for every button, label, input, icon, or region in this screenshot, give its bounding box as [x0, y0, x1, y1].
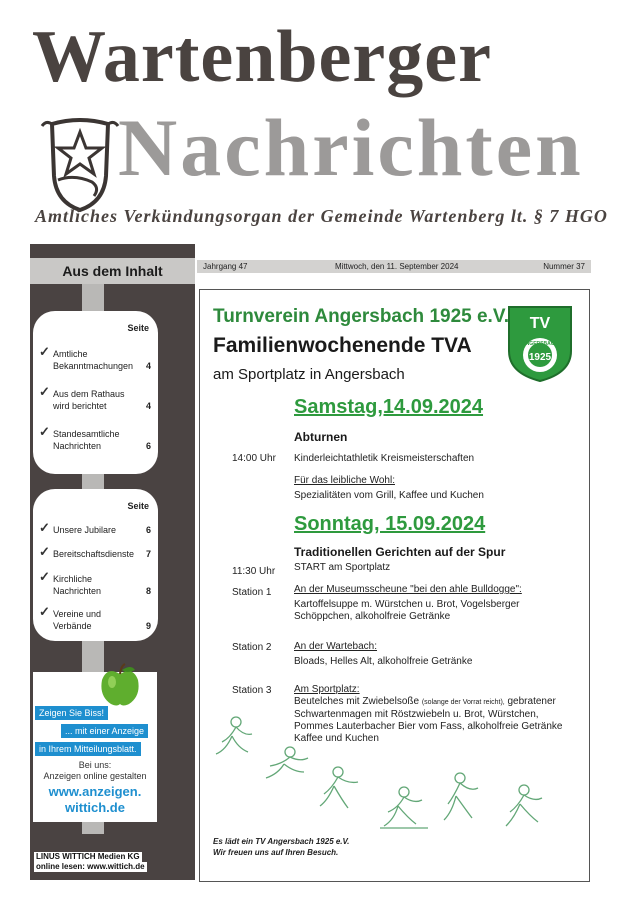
station-place: An der Wartebach:: [294, 641, 378, 652]
saturday-food: Spezialitäten vom Grill, Kaffee und Kuchen: [294, 490, 484, 501]
ad-text-line4: Bei uns:: [78, 760, 112, 770]
sunday-date: Sonntag, 15.09.2024: [294, 513, 486, 535]
saturday-time: 14:00 Uhr: [232, 453, 276, 464]
masthead-title-line2: Nachrichten: [118, 102, 584, 193]
toc-item-page: 6: [145, 441, 151, 451]
toc-item-page: 7: [145, 549, 151, 559]
station-menu: Bloads, Helles Alt, alkoholfreie Getränke: [294, 656, 473, 667]
saturday-activity: Kinderleichtathletik Kreismeisterschaften: [294, 453, 475, 464]
station-place: Am Sportplatz:: [294, 684, 360, 695]
toc-item-title: Unsere Jubilare: [53, 525, 117, 535]
masthead-title-line1: Wartenberger: [32, 16, 492, 98]
toc-item-title: Amtliche Bekanntmachungen: [53, 349, 134, 371]
publisher-name: LINUS WITTICH Medien KG: [36, 852, 140, 861]
saturday-food-heading: Für das leibliche Wohl:: [294, 475, 395, 486]
toc-page-label: Seite: [127, 501, 149, 511]
toc-item[interactable]: [39, 520, 151, 536]
toc-item-title: Aus dem Rathaus wird berichtet: [53, 389, 125, 411]
ad-tag-line2: ... mit einer Anzeige: [61, 724, 148, 738]
masthead-tagline: Amtliches Verkündungsorgan der Gemeinde Wartenberg lt. § 7 HGO: [35, 206, 608, 226]
checkmark-icon: ✓: [39, 424, 50, 439]
ad-text-line5: Anzeigen online gestalten: [43, 771, 147, 781]
station-menu-part-b: gebratener Schwartenmagen mit Röstzwiebeln u. Brot, Würstchen, Pommes Lauterbacher Bier vom Fass, alkoholfreie Getränke Kaffee und Kuchen: [294, 696, 563, 744]
green-apple-icon: [97, 662, 143, 708]
logo-year-text: 1925: [528, 352, 552, 363]
publisher-url[interactable]: online lesen: www.wittich.de: [36, 862, 145, 871]
poster-footer: [213, 836, 413, 858]
toc-item[interactable]: [39, 384, 151, 412]
toc-item[interactable]: [39, 344, 151, 372]
ad-box[interactable]: [33, 672, 157, 822]
sunday-time: 11:30 Uhr: [232, 566, 276, 577]
toc-item-title: Kirchliche Nachrichten: [53, 574, 102, 596]
toc-item-title: Standesamtliche Nachrichten: [53, 429, 120, 451]
issue-volume: Jahrgang 47: [203, 262, 248, 271]
toc-item-page: 8: [145, 586, 151, 596]
toc-item[interactable]: [39, 569, 151, 597]
checkmark-icon: ✓: [39, 520, 50, 535]
sunday-subtitle: Traditionellen Gerichten auf der Spur: [294, 545, 506, 559]
checkmark-icon: ✓: [39, 344, 50, 359]
checkmark-icon: ✓: [39, 384, 50, 399]
ad-tag-line3: in Ihrem Mitteilungsblatt.: [35, 742, 141, 756]
toc-item-page: 4: [145, 401, 151, 411]
poster-footer-line1: Es lädt ein TV Angersbach 1925 e.V.: [213, 837, 350, 846]
ad-url-line2[interactable]: wittich.de: [65, 800, 125, 815]
station-label: Station 1: [232, 587, 272, 598]
tv-angersbach-club-logo-icon: [505, 303, 575, 383]
toc-card-1: [33, 311, 158, 474]
sunday-start: START am Sportplatz: [294, 562, 391, 573]
poster-footer-line2: Wir freuen uns auf Ihren Besuch.: [213, 848, 339, 857]
toc-item-page: 4: [145, 361, 151, 371]
checkmark-icon: ✓: [39, 604, 50, 619]
toc-item-title: Bereitschaftsdienste: [53, 549, 135, 559]
logo-ring-text: ANGERSBACH: [522, 341, 558, 347]
station-label: Station 3: [232, 685, 272, 696]
issue-info-bar: [197, 260, 591, 273]
checkmark-icon: ✓: [39, 544, 50, 559]
station-menu-note: (solange der Vorrat reicht),: [421, 699, 505, 706]
toc-item[interactable]: [39, 544, 151, 560]
toc-item-page: 9: [145, 621, 151, 631]
saturday-subtitle: Abturnen: [294, 430, 348, 444]
gymnast-sketches-illustration: [208, 708, 578, 838]
publisher-footer: [34, 852, 194, 872]
issue-number: Nummer 37: [543, 262, 585, 271]
toc-card-2: [33, 489, 158, 641]
station-menu: Kartoffelsuppe m. Würstchen u. Brot, Vogelsberger Schöppchen, alkoholfreie Getränke: [294, 599, 520, 622]
station-label: Station 2: [232, 642, 272, 653]
ad-tag-line1: Zeigen Sie Biss!: [35, 706, 108, 720]
municipal-crest-star-icon: [34, 118, 126, 214]
logo-top-text: TV: [529, 315, 551, 332]
toc-item[interactable]: [39, 424, 151, 452]
station-menu-part-a: Beutelches mit Zwiebelsoße: [294, 696, 420, 707]
sidebar-heading: Aus dem Inhalt: [62, 263, 163, 279]
poster-event-place: am Sportplatz in Angersbach: [213, 366, 405, 383]
toc-page-label: Seite: [127, 323, 149, 333]
sidebar-heading-box: [30, 258, 195, 284]
poster-club-name: Turnverein Angersbach 1925 e.V.: [213, 306, 510, 327]
ad-url-line1[interactable]: www.anzeigen.: [48, 784, 142, 799]
saturday-date: Samstag,14.09.2024: [294, 396, 484, 418]
toc-item-title: Vereine und Verbände: [53, 609, 102, 631]
poster-event-title: Familienwochenende TVA: [213, 334, 472, 357]
checkmark-icon: ✓: [39, 569, 50, 584]
station-place: An der Museumsscheune "bei den ahle Bulldogge":: [294, 584, 522, 595]
toc-item[interactable]: [39, 604, 151, 632]
issue-date: Mittwoch, den 11. September 2024: [335, 262, 459, 271]
toc-item-page: 6: [145, 525, 151, 535]
